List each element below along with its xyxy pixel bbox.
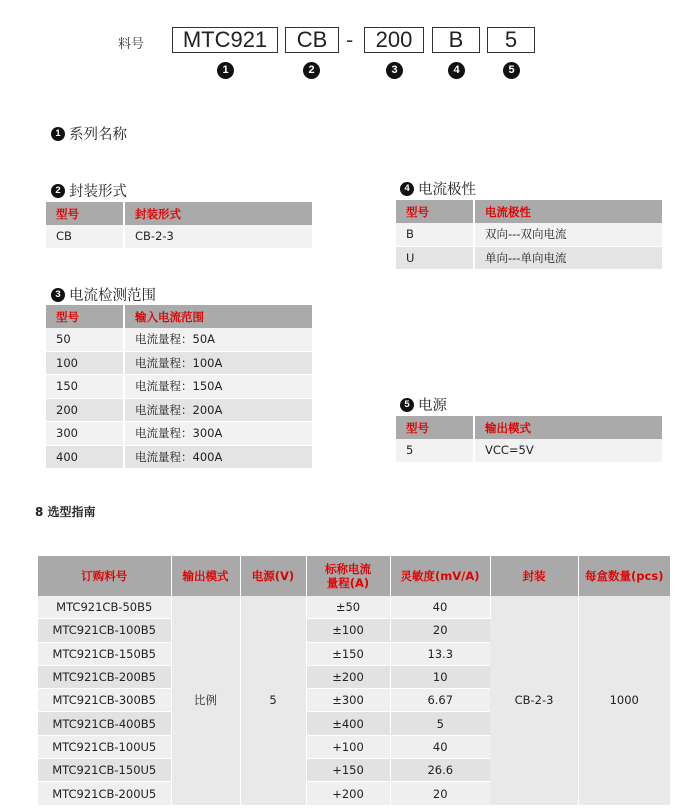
section-number-badge: 1	[51, 127, 65, 141]
table-row	[46, 328, 312, 351]
section-title: 电流检测范围	[69, 288, 156, 304]
selection-guide-table	[38, 556, 670, 806]
table-row	[46, 351, 312, 375]
section-title: 系列名称	[69, 127, 127, 143]
order-part-number: MTC921CB-100B5	[38, 619, 171, 642]
order-part-number: MTC921CB-200B5	[38, 665, 171, 688]
nominal-current-cell: ±300	[306, 689, 390, 712]
table-cell: VCC=5V	[474, 439, 662, 462]
table-row	[46, 398, 312, 422]
table-cell: 电流量程：300A	[124, 422, 312, 446]
column-header: 封装形式	[124, 202, 312, 225]
pn-separator: -	[346, 28, 354, 52]
pn-marker-2: 2	[303, 62, 320, 79]
table-row	[396, 439, 662, 462]
part-number-label: 料号	[118, 37, 145, 52]
column-header: 型号	[46, 202, 124, 225]
section-title: 封装形式	[69, 184, 127, 200]
sensitivity-cell: 10	[390, 665, 490, 688]
sensitivity-cell: 20	[390, 619, 490, 642]
table-row	[38, 596, 670, 619]
pn-segment-polarity: B	[432, 27, 480, 53]
order-part-number: MTC921CB-100U5	[38, 735, 171, 758]
section-series-name-heading	[51, 123, 127, 144]
column-header: 订购料号	[38, 556, 171, 596]
pn-segment-power: 5	[487, 27, 535, 53]
order-part-number: MTC921CB-200U5	[38, 782, 171, 805]
table-cell: 电流量程：200A	[124, 398, 312, 422]
package-table	[46, 202, 312, 249]
section-current-range-heading	[51, 284, 156, 305]
pn-segment-package: CB	[285, 27, 339, 53]
column-header: 封装	[490, 556, 578, 596]
order-part-number: MTC921CB-150B5	[38, 642, 171, 665]
nominal-current-cell: +150	[306, 759, 390, 782]
box-quantity-cell: 1000	[578, 596, 670, 805]
table-cell: 300	[46, 422, 124, 446]
section-number-badge: 4	[400, 182, 414, 196]
table-header-row	[396, 200, 662, 223]
pn-segment-series: MTC921	[172, 27, 278, 53]
pn-marker-3: 3	[386, 62, 403, 79]
sensitivity-cell: 26.6	[390, 759, 490, 782]
section-number-badge: 3	[51, 288, 65, 302]
power-cell: 5	[240, 596, 306, 805]
section-polarity-heading	[400, 178, 476, 199]
table-row	[46, 445, 312, 469]
table-cell: 200	[46, 398, 124, 422]
table-row	[46, 375, 312, 399]
sensitivity-cell: 5	[390, 712, 490, 735]
column-header: 输入电流范围	[124, 305, 312, 328]
table-header-row	[46, 202, 312, 225]
polarity-table	[396, 200, 662, 270]
order-part-number: MTC921CB-300B5	[38, 689, 171, 712]
pn-marker-4: 4	[448, 62, 465, 79]
selection-guide-title: 8 选型指南	[35, 505, 96, 519]
nominal-current-cell: +100	[306, 735, 390, 758]
table-cell: 电流量程：100A	[124, 351, 312, 375]
sensitivity-cell: 20	[390, 782, 490, 805]
nominal-current-cell: ±150	[306, 642, 390, 665]
pn-marker-5: 5	[503, 62, 520, 79]
section-title: 电流极性	[418, 182, 476, 198]
order-part-number: MTC921CB-150U5	[38, 759, 171, 782]
column-header: 型号	[396, 416, 474, 439]
column-header: 型号	[396, 200, 474, 223]
package-cell: CB-2-3	[490, 596, 578, 805]
table-cell: 双向---双向电流	[474, 223, 662, 246]
table-cell: 150	[46, 375, 124, 399]
nominal-current-cell: +200	[306, 782, 390, 805]
column-header: 灵敏度(mV/A)	[390, 556, 490, 596]
section-number-badge: 2	[51, 184, 65, 198]
section-package-heading	[51, 180, 127, 201]
section-power-heading	[400, 394, 447, 415]
column-header: 电源(V)	[240, 556, 306, 596]
table-cell: CB-2-3	[124, 225, 312, 248]
power-table	[396, 416, 662, 463]
pn-marker-1: 1	[217, 62, 234, 79]
table-cell: 400	[46, 445, 124, 469]
column-header: 每盒数量(pcs)	[578, 556, 670, 596]
table-cell: 50	[46, 328, 124, 351]
nominal-current-cell: ±400	[306, 712, 390, 735]
sensitivity-cell: 40	[390, 596, 490, 619]
sensitivity-cell: 13.3	[390, 642, 490, 665]
table-header-row	[38, 556, 670, 596]
table-cell: 100	[46, 351, 124, 375]
table-cell: B	[396, 223, 474, 246]
table-row	[396, 246, 662, 270]
column-header: 标称电流 量程(A)	[306, 556, 390, 596]
table-cell: 电流量程：50A	[124, 328, 312, 351]
column-header: 型号	[46, 305, 124, 328]
nominal-current-cell: ±100	[306, 619, 390, 642]
table-cell: U	[396, 246, 474, 270]
current-range-table	[46, 305, 312, 469]
pn-segment-range: 200	[364, 27, 424, 53]
table-row	[46, 422, 312, 446]
output-mode-cell: 比例	[171, 596, 240, 805]
table-cell: 单向---单向电流	[474, 246, 662, 270]
order-part-number: MTC921CB-400B5	[38, 712, 171, 735]
column-header: 输出模式	[171, 556, 240, 596]
table-cell: CB	[46, 225, 124, 248]
nominal-current-cell: ±50	[306, 596, 390, 619]
column-header: 输出模式	[474, 416, 662, 439]
table-cell: 电流量程：150A	[124, 375, 312, 399]
nominal-current-cell: ±200	[306, 665, 390, 688]
column-header: 电流极性	[474, 200, 662, 223]
section-title: 电源	[418, 398, 447, 414]
table-header-row	[396, 416, 662, 439]
section-number-badge: 5	[400, 398, 414, 412]
table-row	[46, 225, 312, 248]
table-cell: 电流量程：400A	[124, 445, 312, 469]
order-part-number: MTC921CB-50B5	[38, 596, 171, 619]
table-cell: 5	[396, 439, 474, 462]
sensitivity-cell: 40	[390, 735, 490, 758]
table-header-row	[46, 305, 312, 328]
table-row	[396, 223, 662, 246]
sensitivity-cell: 6.67	[390, 689, 490, 712]
